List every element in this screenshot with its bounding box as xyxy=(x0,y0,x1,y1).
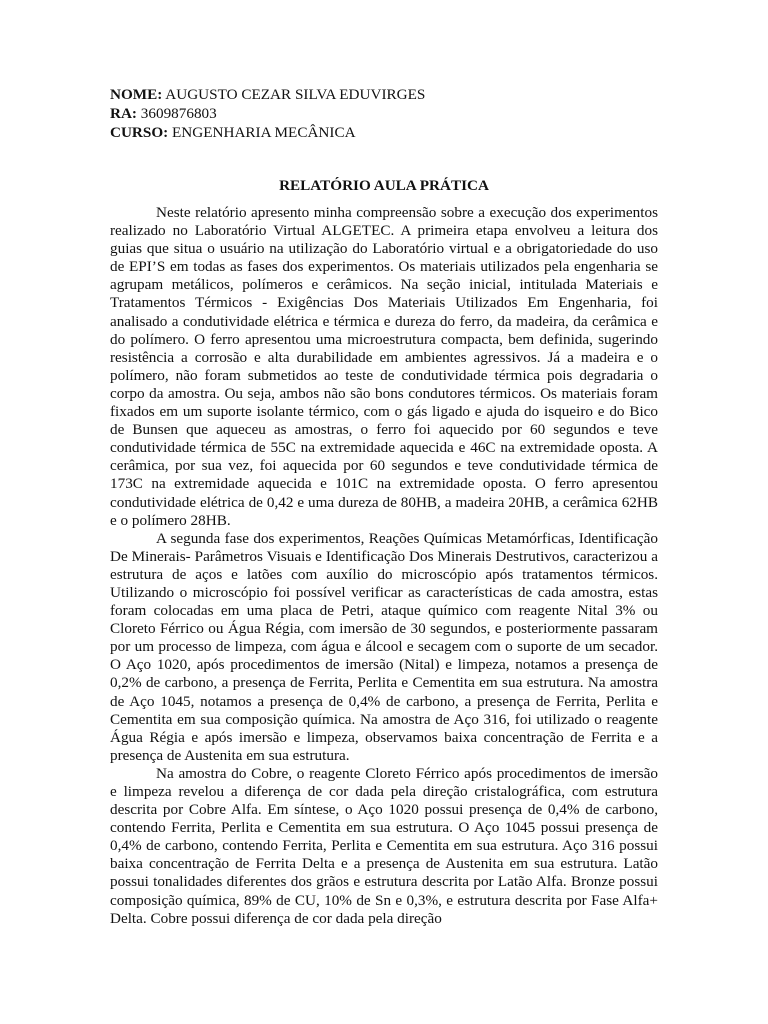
ra-line xyxy=(110,104,670,123)
ra-value: 3609876803 xyxy=(140,105,217,122)
name-label: NOME: xyxy=(110,86,163,103)
student-info xyxy=(110,85,670,142)
report-title: RELATÓRIO AULA PRÁTICA xyxy=(279,177,489,194)
ra-label: RA: xyxy=(110,105,137,122)
course-label: CURSO: xyxy=(110,124,169,141)
paragraph-2: A segunda fase dos experimentos, Reações Químicas Metamórficas, Identificação De Minerais- Parâmetros Visuais e Identificação Dos Minerais Destrutivos, caracterizou a estrutura de aços e latões com auxílio do microscópio após tratamentos térmicos. Utilizando o microscópio foi possível verificar as características de cada amostra, estas foram colocadas em uma placa de Petri, ataque químico com reagente Nital 3% ou Cloreto Férrico ou Água Régia, com imersão de 30 segundos, e posteriormente passaram por um processo de limpeza, com água e álcool e secagem com o suporte de um secador. O Aço 1020, após procedimentos de imersão (Nital) e limpeza, notamos a presença de 0,2% de carbono, a presença de Ferrita, Perlita e Cementita em sua estrutura. Na amostra de Aço 1045, notamos a presença de 0,4% de carbono, a presença de Ferrita, Perlita e Cementita em sua composição química. Na amostra de Aço 316, foi utilizado o reagente Água Régia e após imersão e limpeza, observamos baixa concentração de Ferrita e a presença de Austenita em sua estrutura. xyxy=(110,529,658,764)
paragraph-3: Na amostra do Cobre, o reagente Cloreto Férrico após procedimentos de imersão e limpeza revelou a diferença de cor dada pela direção cristalográfica, com estrutura descrita por Cobre Alfa. Em síntese, o Aço 1020 possui presença de 0,4% de carbono, contendo Ferrita, Perlita e Cementita em sua estrutura. O Aço 1045 possui presença de 0,4% de carbono, contendo Ferrita, Perlita e Cementita em sua estrutura. Aço 316 possui baixa concentração de Ferrita Delta e a presença de Austenita em sua estrutura. Latão possui tonalidades diferentes dos grãos e estrutura descrita por Latão Alfa. Bronze possui composição química, 89% de CU, 10% de Sn e 0,3%, e estrutura descrita por Fase Alfa+ Delta. Cobre possui diferença de cor dada pela direção xyxy=(110,764,658,927)
course-value: ENGENHARIA MECÂNICA xyxy=(172,124,356,141)
report-body xyxy=(110,204,658,928)
name-line xyxy=(110,85,670,104)
course-line xyxy=(110,123,670,142)
paragraph-1: Neste relatório apresento minha compreensão sobre a execução dos experimentos realizado no Laboratório Virtual ALGETEC. A primeira etapa envolveu a leitura dos guias que situa o usuário na utilização do Laboratório virtual e a obrigatoriedade do uso de EPI’S em todas as fases dos experimentos. Os materiais utilizados pela engenharia se agrupam metálicos, polímeros e cerâmicos. Na seção inicial, intitulada Materiais e Tratamentos Térmicos - Exigências Dos Materiais Utilizados Em Engenharia, foi analisado a condutividade elétrica e térmica e dureza do ferro, da madeira, da cerâmica e do polímero. O ferro apresentou uma microestrutura compacta, bem definida, sugerindo resistência a corrosão e alta durabilidade em ambientes agressivos. Já a madeira e o polímero, não foram submetidos ao teste de condutividade térmica pois degradaria o corpo da amostra. Ou seja, ambos não são bons condutores térmicos. Os materiais foram fixados em um suporte isolante térmico, com o gás ligado e ajuda do isqueiro e do Bico de Bunsen que aqueceu as amostras, o ferro foi aquecido por 60 segundos e teve condutividade térmica de 55C na extremidade aquecida e 46C na extremidade oposta. A cerâmica, por sua vez, foi aquecida por 60 segundos e teve condutividade térmica de 173C na extremidade aquecida e 101C na extremidade oposta. O ferro apresentou condutividade elétrica de 0,42 e uma dureza de 80HB, a madeira 20HB, a cerâmica 62HB e o polímero 28HB. xyxy=(110,204,658,529)
name-value: AUGUSTO CEZAR SILVA EDUVIRGES xyxy=(165,86,426,103)
